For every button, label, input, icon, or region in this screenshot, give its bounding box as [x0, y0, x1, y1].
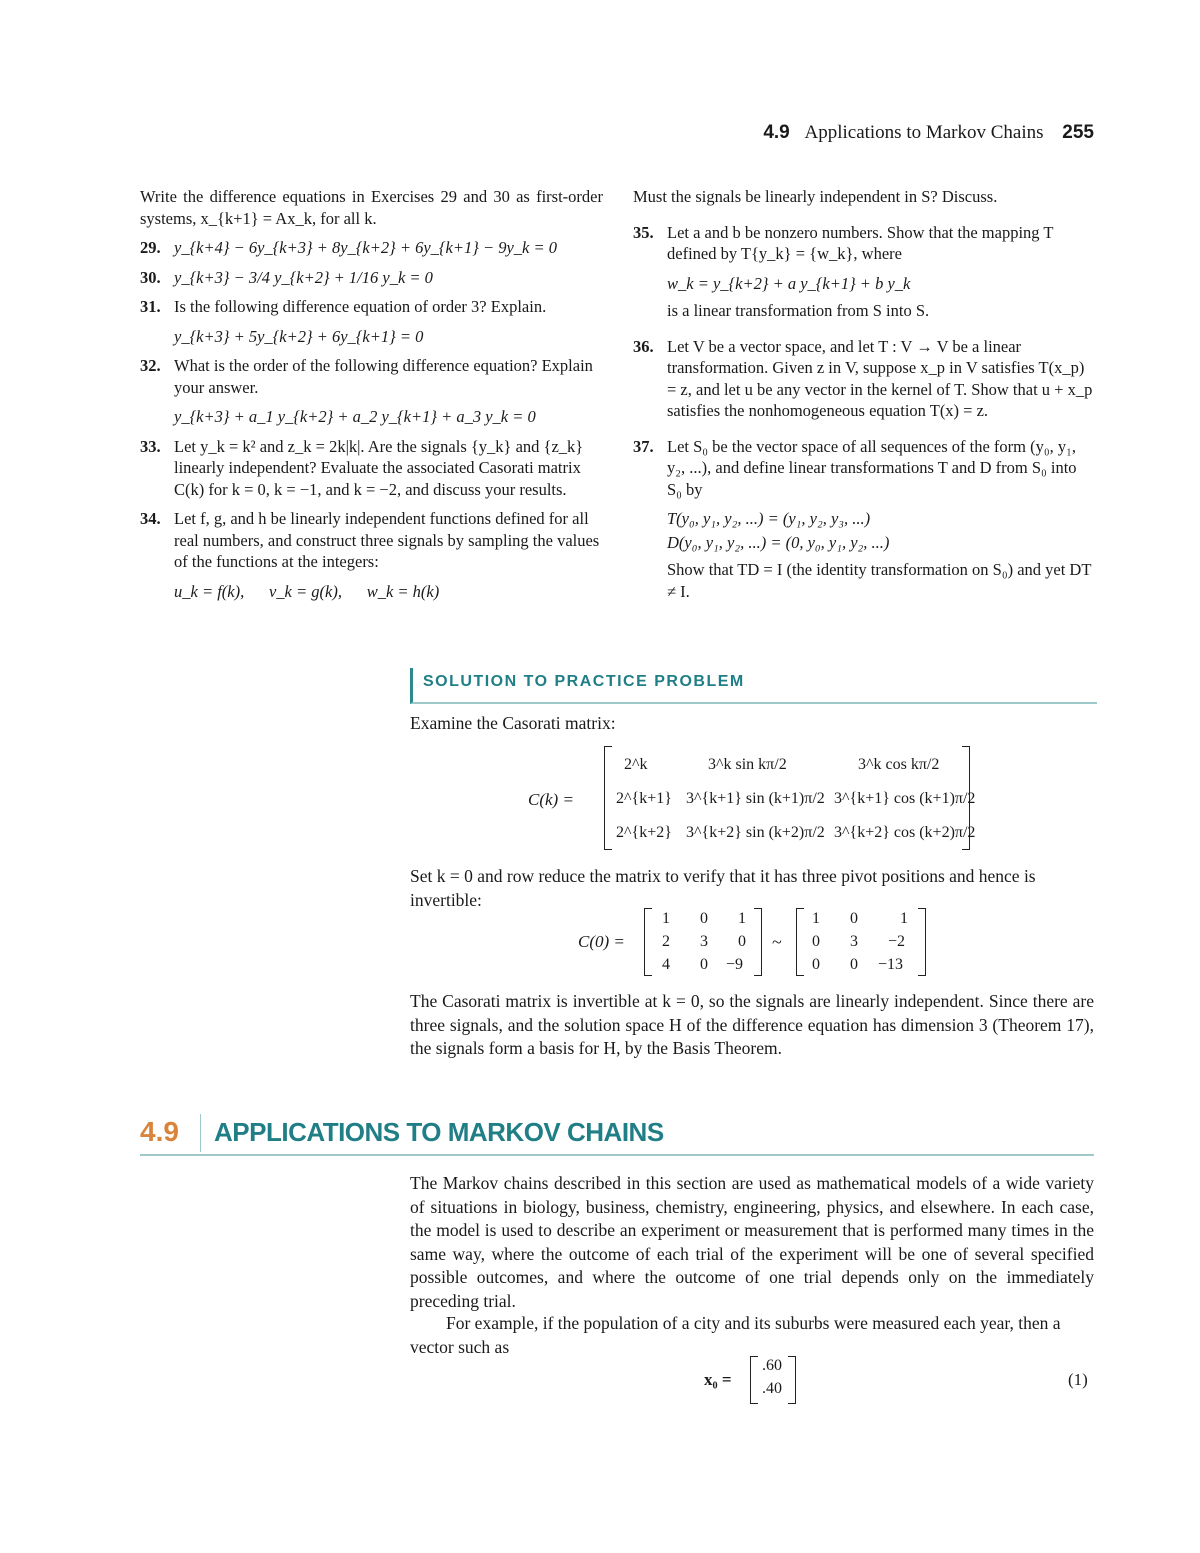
- x0-cell: .40: [762, 1380, 782, 1397]
- solution-heading: SOLUTION TO PRACTICE PROBLEM: [423, 673, 745, 690]
- ck-label: C(k) =: [528, 790, 574, 809]
- ck-cell: 2^{k+2}: [616, 824, 672, 841]
- section-number: 4.9: [140, 1116, 179, 1147]
- c0r-cell: 0: [850, 956, 858, 973]
- section-paragraph-1: The Markov chains described in this section are used as mathematical models of a wide variety of situations in biology, business, chemistry, engineering, physics, and elsewhere. In each case, the model is used to describe an experiment or measurement that is performed many times in the same way, where the outcome of each trial of the experiment will be one of several specified possible outcomes, and where the outcome of one trial depends only on the immediately preceding trial.: [410, 1173, 1094, 1311]
- exercise-30: 30. y_{k+3} − 3/4 y_{k+2} + 1/16 y_k = 0: [140, 267, 433, 287]
- row-equivalence-tilde: ~: [772, 932, 782, 952]
- c0r-left-bracket: [796, 908, 804, 976]
- x0-left-bracket: [750, 1356, 758, 1404]
- c0-cell: 4: [662, 956, 670, 973]
- c0r-cell: 0: [812, 933, 820, 950]
- section-heading: [140, 1112, 1094, 1156]
- exercise-35-equation: w_k = y_{k+2} + a y_{k+1} + b y_k: [667, 273, 911, 293]
- exercise-35: 35. Let a and b be nonzero numbers. Show that the mapping T defined by T{y_k} = {w_k}, where w_k = y_{k+2} + a y_{k+1} + b y_k is a linear transformation from S into S.: [633, 222, 1094, 322]
- exercise-33: 33. Let y_k = k² and z_k = 2k|k|. Are the signals {y_k} and {z_k} linearly independent? Evaluate the associated Casorati matrix C(k) for k = 0, k = −1, and k = −2, and discuss your results.: [140, 436, 584, 499]
- c0r-right-bracket: [918, 908, 926, 976]
- c0-cell: 3: [700, 933, 708, 950]
- x0-cell: .60: [762, 1357, 782, 1374]
- left-column: [140, 186, 603, 610]
- c0-right-bracket: [754, 908, 762, 976]
- ck-cell: 3^{k+2} cos (k+2)π/2: [834, 824, 976, 841]
- ck-cell: 2^k: [624, 756, 648, 773]
- exercise-34: 34. Let f, g, and h be linearly independent functions defined for all real numbers, and construct three signals by sampling the values of the functions at the integers: u_k = f(k), v_k = g(k), w_k = h(k): [140, 508, 603, 602]
- c0-cell: 1: [738, 910, 746, 927]
- equation-number: (1): [1068, 1370, 1088, 1389]
- solution-conclusion: The Casorati matrix is invertible at k = 0, so the signals are linearly independent. Since there are three signals, and the solution space H of the difference equation has dimension 3 (Theorem 17), the signals form a basis for H, by the Basis Theorem.: [410, 991, 1094, 1058]
- exercise-31-equation: y_{k+3} + 5y_{k+2} + 6y_{k+1} = 0: [174, 326, 424, 346]
- x0-label: x₀ =: [704, 1370, 732, 1389]
- c0r-cell: −13: [878, 956, 904, 973]
- ck-cell: 3^k cos kπ/2: [858, 756, 940, 773]
- header-section-number: 4.9: [763, 122, 790, 143]
- c0r-cell: 0: [812, 956, 820, 973]
- c0-cell: −9: [726, 956, 744, 973]
- c0-left-bracket: [644, 908, 652, 976]
- exercise-intro: Write the difference equations in Exercises 29 and 30 as first-order systems, x_{k+1} = Ax_k, for all k.: [140, 187, 603, 228]
- exercise-32-equation: y_{k+3} + a_1 y_{k+2} + a_2 y_{k+1} + a_3 y_k = 0: [174, 407, 536, 426]
- solution-heading-bar: [410, 668, 1097, 704]
- exercise-31: 31. Is the following difference equation of order 3? Explain. y_{k+3} + 5y_{k+2} + 6y_{k+1} = 0: [140, 296, 603, 347]
- ck-cell: 3^k sin kπ/2: [708, 756, 787, 773]
- header-title: Applications to Markov Chains: [804, 122, 1044, 143]
- exercise-29: 29. y_{k+4} − 6y_{k+3} + 8y_{k+2} + 6y_{k+1} − 9y_k = 0: [140, 238, 557, 257]
- c0r-cell: −2: [888, 933, 906, 950]
- c0r-cell: 3: [850, 933, 858, 950]
- exercise-37-equation-1: T(y₀, y₁, y₂, ...) = (y₁, y₂, y₃, ...): [667, 509, 871, 528]
- solution-row-reduce-text: Set k = 0 and row reduce the matrix to verify that it has three pivot positions and hence is invertible:: [410, 866, 1036, 910]
- c0-cell: 2: [662, 933, 670, 950]
- solution-intro: Examine the Casorati matrix:: [410, 713, 616, 733]
- c0r-cell: 1: [900, 910, 908, 927]
- exercise-32: 32. What is the order of the following difference equation? Explain your answer. y_{k+3} + a_1 y_{k+2} + a_2 y_{k+1} + a_3 y_k = 0: [140, 355, 603, 428]
- c0-cell: 0: [738, 933, 746, 950]
- ck-cell: 3^{k+1} sin (k+1)π/2: [686, 790, 825, 807]
- c0-cell: 0: [700, 956, 708, 973]
- c0r-cell: 0: [850, 910, 858, 927]
- exercise-36: 36. Let V be a vector space, and let T : V → V be a linear transformation. Given z in V, suppose x_p in V satisfies T(x_p) = z, and let u be any vector in the kernel of T. Show that u + x_p satisfies the nonhomogeneous equation T(x) = z.: [633, 336, 1093, 420]
- section-title: APPLICATIONS TO MARKOV CHAINS: [214, 1117, 664, 1147]
- ck-cell: 3^{k+1} cos (k+1)π/2: [834, 790, 976, 807]
- section-paragraph-2: For example, if the population of a city and its suburbs were measured each year, then a vector such as: [410, 1313, 1061, 1357]
- exercise-34-continued: Must the signals be linearly independent in S? Discuss.: [633, 187, 998, 206]
- ck-cell: 3^{k+2} sin (k+2)π/2: [686, 824, 825, 841]
- c0-cell: 0: [700, 910, 708, 927]
- ck-left-bracket: [604, 746, 612, 850]
- ck-cell: 2^{k+1}: [616, 790, 672, 807]
- section-heading-divider: [200, 1114, 201, 1152]
- page-number: 255: [1062, 122, 1094, 143]
- exercise-37-equation-2: D(y₀, y₁, y₂, ...) = (0, y₀, y₁, y₂, ...): [667, 532, 890, 552]
- right-column: [633, 186, 1094, 610]
- c0-label: C(0) =: [578, 932, 625, 951]
- exercise-37: 37. Let S₀ be the vector space of all sequences of the form (y₀, y₁, y₂, ...), and define linear transformations T and D from S₀ into S₀ by T(y₀, y₁, y₂, ...) = (y₁, y₂, y₃, ...) D(y₀, y₁, y₂, ...) = (0, y₀, y₁, y₂, ...) Show that TD = I (the identity transformation on S₀) and yet DT ≠ I.: [633, 436, 1094, 603]
- c0-cell: 1: [662, 910, 670, 927]
- x0-right-bracket: [788, 1356, 796, 1404]
- exercise-34-equation: u_k = f(k), v_k = g(k), w_k = h(k): [174, 581, 440, 601]
- running-header: [600, 122, 1094, 144]
- c0r-cell: 1: [812, 910, 820, 927]
